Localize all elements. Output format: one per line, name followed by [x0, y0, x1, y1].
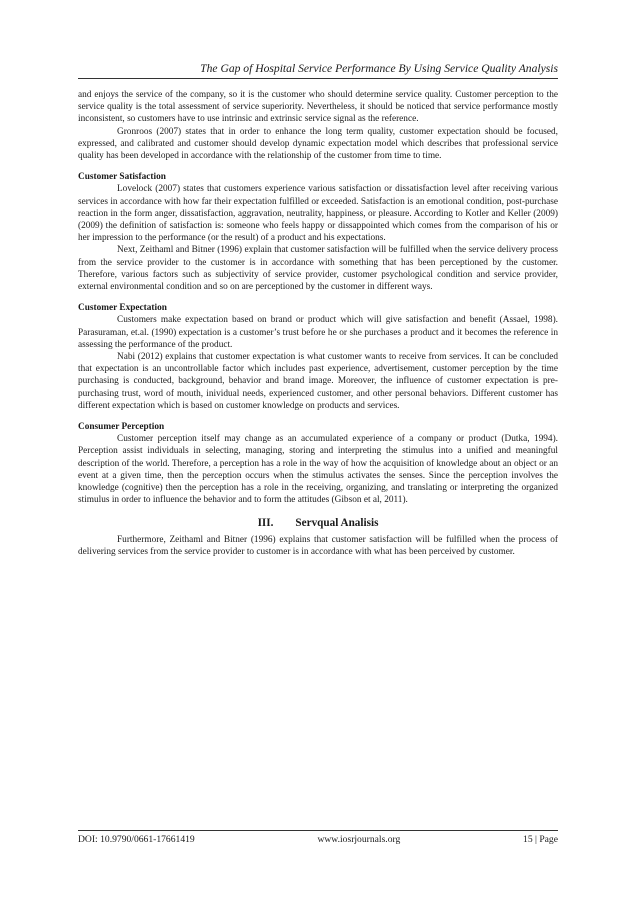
running-header [78, 62, 558, 79]
heading-customer-satisfaction: Customer Satisfaction [78, 172, 166, 183]
paragraph-satisfaction-1: Lovelock (2007) states that customers experience various satisfaction or dissatisfaction level after receiving various services in accordance with how far their expectation fulfilled or exceeded. Satisfaction is an emotional condition, post-purchase reaction in the form anger, dissatisfaction, aggravation, neutrality, happiness, or pleasure. According to Kotler and Keller (2009) (2009) the definition of satisfaction is: someone who feels happy or dissappointed which comes from the comparison of his or her impression to the performance (or the result) of a product and his expectations. [78, 184, 558, 244]
paragraph-intro-2: Gronroos (2007) states that in order to enhance the long term quality, customer expectation should be focused, expressed, and calibrated and customer should develop dynamic expectation model which describes that professional service quality has been developed in accordance with the relationship of the customer from time to time. [78, 126, 558, 162]
footer-website: www.iosrjournals.org [317, 834, 401, 845]
section-heading [78, 516, 558, 530]
paragraph-satisfaction-2: Next, Zeithaml and Bitner (1996) explain that customer satisfaction will be fulfilled when the service delivery process from the service provider to the customer is in accordance with something that has been perceptioned by the customer. Therefore, various factors such as subjectivity of service provider, customer psychological condition and service provider, external environmental condition and so on are perceptioned by the customer in different ways. [78, 245, 558, 293]
footer-doi: DOI: 10.9790/0661-17661419 [78, 834, 195, 845]
heading-customer-expectation: Customer Expectation [78, 303, 167, 314]
paragraph-perception-1: Customer perception itself may change as an accumulated experience of a company or product (Dutka, 1994). Perception assist individuals in selecting, managing, storing and interpreting the stimulus into a unified and meaningful description of the world. Therefore, a perception has a role in the way of how the acquisition of knowledge about an object or an event at a given time, then the perception occurs when the stimulus activates the senses. Since the perception involves the knowledge (cognitive) then the perception has a role in the receiving, organizing, and translating or interpreting the organized stimulus in order to influence the behavior and to form the attitudes (Gibson et al, 2011). [78, 434, 558, 506]
section-number: III. [257, 516, 274, 529]
paragraph-expectation-1: Customers make expectation based on brand or product which will give satisfaction and benefit (Assael, 1998). Parasuraman, et.al. (1990) expectation is a customer’s trust before he or she purchases a product and it becomes the reference in assessing the performance of the product. [78, 315, 558, 350]
running-title: The Gap of Hospital Service Performance By Using Service Quality Analysis [200, 62, 558, 75]
paragraph-expectation-2: Nabi (2012) explains that customer expectation is what customer wants to receive from services. It can be concluded that expectation is an uncontrollable factor which includes past experience, advertisement, customer perception by the time purchasing is conducted, background, behavior and brand image. Moreover, the influence of customer expectation is pre-purchasing trust, word of mouth, inividual needs, experienced customer, and other personal behaviors. Different customer has different expectation which is based on customer knowledge on products and services. [78, 352, 558, 411]
heading-consumer-perception: Consumer Perception [78, 422, 165, 433]
page-footer [78, 830, 558, 846]
footer-page-number: 15 | Page [523, 834, 558, 845]
section-title: Servqual Analisis [295, 516, 379, 529]
article-body [78, 89, 558, 558]
paragraph-intro-1: and enjoys the service of the company, so it is the customer who should determine service quality. Customer perception to the service quality is the total assessment of service superiority. Nevertheless, it should be noticed that service performance mostly inconsistent, so customers have to use intrinsic and extrinsic service signal as the reference. [78, 90, 558, 125]
paragraph-servqual-1: Furthermore, Zeithaml and Bitner (1996) explains that customer satisfaction will be fulfilled when the process of delivering services from the service provider to customer is in accordance with what has been perceived by customer. [78, 534, 558, 557]
